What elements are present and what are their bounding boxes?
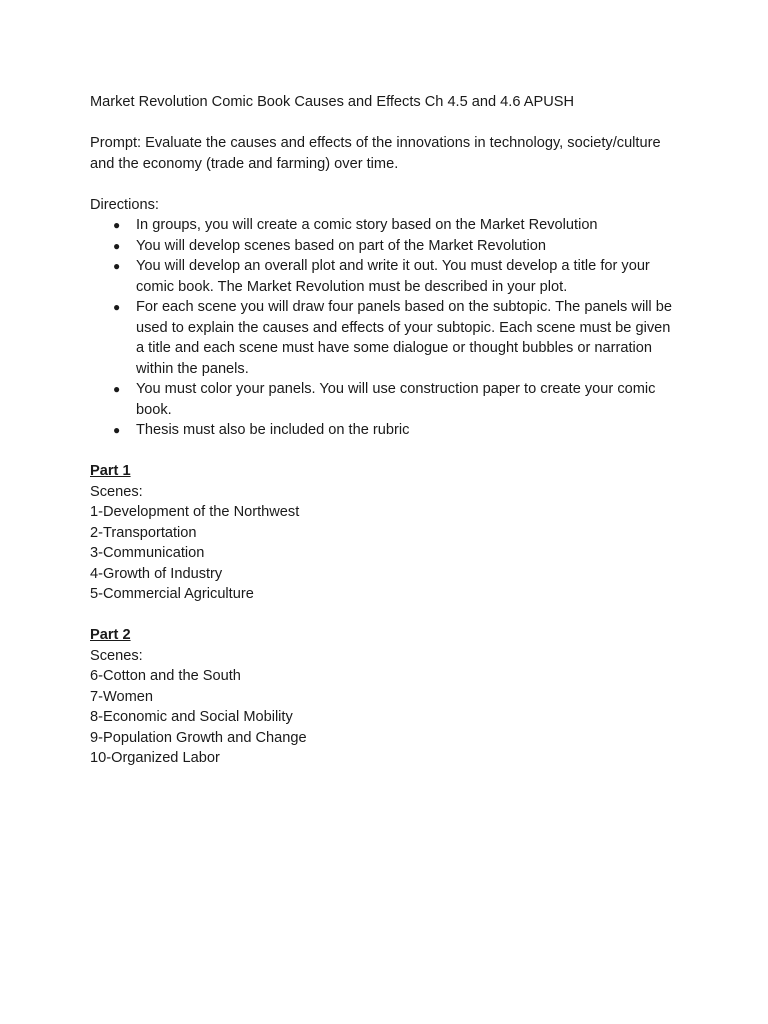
directions-item-text: You will develop an overall plot and write it out. You must develop a title for your comic book. The Market Revolution must be described in your plot. — [136, 258, 650, 295]
directions-item — [90, 297, 680, 379]
directions-item — [90, 215, 680, 236]
directions-item-text: Thesis must also be included on the rubric — [136, 422, 410, 438]
spacer — [90, 174, 680, 195]
scene-item: 8-Economic and Social Mobility — [90, 709, 293, 725]
bullet-icon: ● — [113, 259, 121, 273]
prompt-paragraph: Prompt: Evaluate the causes and effects of the innovations in technology, society/culture and the economy (trade and farming) over time. — [90, 135, 661, 172]
scenes-list — [90, 666, 680, 769]
bullet-icon: ● — [113, 382, 121, 396]
scene-item: 7-Women — [90, 688, 153, 705]
part-heading: Part 2 — [90, 627, 131, 643]
directions-item — [90, 420, 680, 441]
bullet-icon: ● — [113, 218, 121, 232]
bullet-icon: ● — [113, 423, 121, 437]
directions-item — [90, 379, 680, 420]
scene-item: 9-Population Growth and Change — [90, 729, 307, 746]
directions-list — [90, 215, 680, 441]
directions-item — [90, 236, 680, 257]
part-heading: Part 1 — [90, 463, 131, 479]
scene-item: 6-Cotton and the South — [90, 668, 241, 684]
scenes-list — [90, 502, 680, 605]
directions-item-text: You will develop scenes based on part of the Market Revolution — [136, 237, 546, 254]
directions-label: Directions: — [90, 196, 159, 213]
spacer — [90, 113, 680, 134]
scene-item: 5-Commercial Agriculture — [90, 586, 254, 602]
scene-item: 1-Development of the Northwest — [90, 504, 300, 520]
scene-item: 3-Communication — [90, 545, 205, 561]
spacer — [90, 605, 680, 626]
scene-item: 4-Growth of Industry — [90, 565, 223, 582]
document-body — [90, 92, 680, 769]
directions-item-text: You must color your panels. You will use construction paper to create your comic book. — [136, 381, 656, 418]
directions-item — [90, 256, 680, 297]
bullet-icon: ● — [113, 238, 121, 253]
scenes-label: Scenes: — [90, 483, 143, 500]
scene-item: 2-Transportation — [90, 524, 197, 541]
scene-item: 10-Organized Labor — [90, 750, 220, 766]
spacer — [90, 441, 680, 462]
bullet-icon: ● — [113, 300, 121, 314]
directions-item-text: For each scene you will draw four panels based on the subtopic. The panels will be used to explain the causes and effects of your subtopic. Each scene must be given a title and each scene must have some dialogue or thought bubbles or narration within the panels. — [136, 299, 672, 377]
directions-item-text: In groups, you will create a comic story based on the Market Revolution — [136, 217, 598, 233]
document-title: Market Revolution Comic Book Causes and Effects Ch 4.5 and 4.6 APUSH — [90, 94, 575, 110]
scenes-label: Scenes: — [90, 647, 143, 664]
